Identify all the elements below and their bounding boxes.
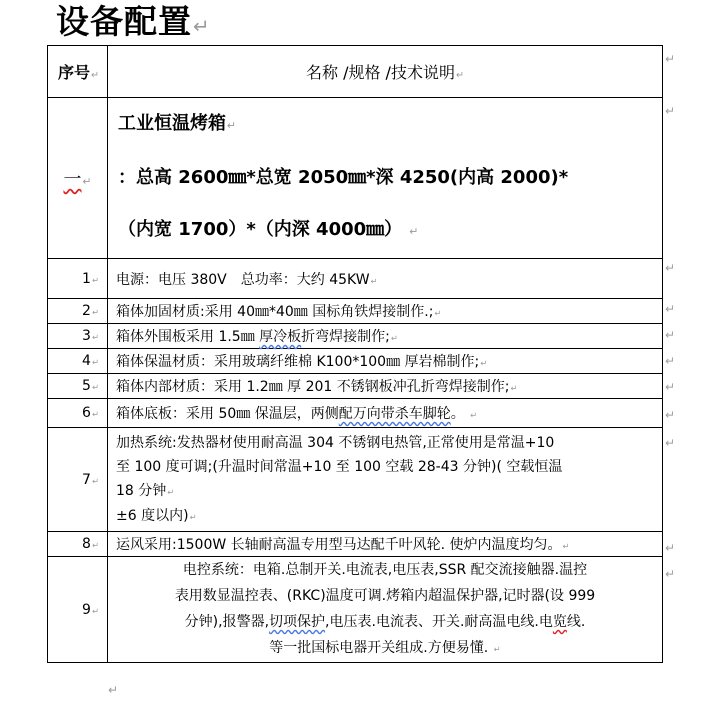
paragraph-mark-icon: ↵ xyxy=(91,357,99,367)
row-end-mark-icon: ↵ xyxy=(665,567,676,581)
row-text: 箱体外围板采用 1.5㎜ 厚冷板折弯焊接制作;↵ xyxy=(108,324,663,349)
paragraph-mark-icon: ↵ xyxy=(562,541,570,551)
row-end-mark-icon: ↵ xyxy=(665,261,676,275)
paragraph-mark-icon: ↵ xyxy=(108,683,119,697)
row-number: 3↵ xyxy=(48,324,108,349)
page-title xyxy=(56,2,211,47)
main-item-spec-line2: （内宽 1700）*（内深 4000㎜） ↵ xyxy=(118,219,419,240)
table-row xyxy=(48,399,663,428)
table-header-row xyxy=(48,46,663,98)
paragraph-mark-icon: ↵ xyxy=(91,605,99,616)
main-item-content xyxy=(108,98,663,259)
paragraph-mark-icon: ↵ xyxy=(493,644,501,654)
row-end-mark-icon: ↵ xyxy=(665,541,676,555)
paragraph-mark-icon: ↵ xyxy=(91,307,99,317)
main-item-name: 工业恒温烤箱↵ xyxy=(118,113,237,134)
table-row xyxy=(48,324,663,349)
main-item-row xyxy=(48,98,663,259)
row-line: 等一批国标电器开关组成.方便易懂. ↵ xyxy=(269,640,501,656)
header-name: 名称 /规格 /技术说明↵ xyxy=(108,46,663,98)
row-end-mark-icon: ↵ xyxy=(665,104,676,118)
paragraph-mark-icon: ↵ xyxy=(193,15,211,38)
row-number: 7↵ xyxy=(48,428,108,532)
main-item-spec-line1: ：总高 2600㎜*总宽 2050㎜*深 4250(内高 2000)* xyxy=(118,167,569,188)
row-text: 箱体保温材质：采用玻璃纤维棉 K100*100㎜ 厚岩棉制作;↵ xyxy=(108,349,663,374)
paragraph-mark-icon: ↵ xyxy=(82,175,92,188)
row-end-mark-icon: ↵ xyxy=(665,380,676,394)
row-text: 运风采用:1500W 长轴耐高温专用型马达配千叶风轮. 使炉内温度均匀。↵ xyxy=(108,532,663,557)
row-number: 4↵ xyxy=(48,349,108,374)
paragraph-mark-icon: ↵ xyxy=(510,383,518,393)
row-number: 9↵ xyxy=(48,557,108,663)
paragraph-mark-icon: ↵ xyxy=(167,486,175,497)
paragraph-mark-icon: ↵ xyxy=(91,70,100,81)
table-row xyxy=(48,299,663,324)
paragraph-mark-icon: ↵ xyxy=(91,409,99,419)
row-number: 8↵ xyxy=(48,532,108,557)
paragraph-mark-icon: ↵ xyxy=(91,382,99,392)
table-row xyxy=(48,532,663,557)
row-end-mark-icon: ↵ xyxy=(665,408,676,422)
table-row xyxy=(48,349,663,374)
grammar-underline: 厚冷板 xyxy=(259,329,302,345)
paragraph-mark-icon: ↵ xyxy=(91,475,99,486)
row-line: 电控系统：电箱.总制开关.电流表,电压表,SSR 配交流接触器.温控 xyxy=(182,562,588,578)
row-line: 至 100 度可调;(升温时间常温+10 至 100 空载 28-43 分钟)( 空载恒温 xyxy=(116,458,563,475)
row-line: ±6 度以内)↵ xyxy=(116,507,197,524)
paragraph-mark-icon: ↵ xyxy=(91,540,99,550)
grammar-underline: 配万向带杀车脚轮 xyxy=(338,406,451,422)
paragraph-mark-icon: ↵ xyxy=(227,119,237,132)
table-row xyxy=(48,259,663,299)
grammar-underline: 切项保护 xyxy=(269,614,326,630)
main-item-number: 一↵ xyxy=(48,98,108,259)
row-line: 分钟),报警器,切项保护,电压表.电流表、开关.耐高温电线.电览线. xyxy=(184,614,586,630)
row-text: 箱体加固材质:采用 40㎜*40㎜ 国标角铁焊接制作.;↵ xyxy=(108,299,663,324)
paragraph-mark-icon: ↵ xyxy=(470,410,478,420)
paragraph-mark-icon: ↵ xyxy=(189,511,197,522)
row-number: 6↵ xyxy=(48,399,108,428)
table-row xyxy=(48,374,663,399)
row-line: 18 分钟↵ xyxy=(116,482,175,499)
row-text xyxy=(108,428,663,532)
table-row xyxy=(48,428,663,532)
row-number: 5↵ xyxy=(48,374,108,399)
row-text: 箱体底板：采用 50㎜ 保温层，两侧配万向带杀车脚轮。 ↵ xyxy=(108,399,663,428)
equipment-config-table xyxy=(47,45,663,663)
row-end-mark-icon: ↵ xyxy=(665,354,676,368)
row-text: 箱体内部材质：采用 1.2㎜ 厚 201 不锈钢板冲孔折弯焊接制作;↵ xyxy=(108,374,663,399)
row-end-mark-icon: ↵ xyxy=(665,328,676,342)
paragraph-mark-icon: ↵ xyxy=(91,332,99,342)
table-row xyxy=(48,557,663,663)
paragraph-mark-icon: ↵ xyxy=(390,333,398,343)
row-number: 2↵ xyxy=(48,299,108,324)
row-text: 电源：电压 380V 总功率：大约 45KW↵ xyxy=(108,259,663,299)
row-end-mark-icon: ↵ xyxy=(665,52,676,66)
paragraph-mark-icon: ↵ xyxy=(409,225,419,238)
row-text xyxy=(108,557,663,663)
paragraph-mark-icon: ↵ xyxy=(480,358,488,368)
paragraph-mark-icon: ↵ xyxy=(370,275,378,286)
row-line: 加热系统:发热器材使用耐高温 304 不锈钢电热管,正常使用是常温+10 xyxy=(116,434,555,451)
spelling-underline: 览 xyxy=(552,614,567,630)
paragraph-mark-icon: ↵ xyxy=(455,70,464,81)
paragraph-mark-icon: ↵ xyxy=(91,274,99,285)
header-number: 序号↵ xyxy=(48,46,108,98)
row-line: 表用数显温控表、(RKC)温度可调.烤箱内超温保护器,记时器(设 999 xyxy=(174,588,596,604)
paragraph-mark-icon: ↵ xyxy=(434,308,442,318)
title-text: 设备配置 xyxy=(56,2,192,41)
row-number: 1↵ xyxy=(48,259,108,299)
row-end-mark-icon: ↵ xyxy=(665,302,676,316)
row-end-mark-icon: ↵ xyxy=(665,436,676,450)
